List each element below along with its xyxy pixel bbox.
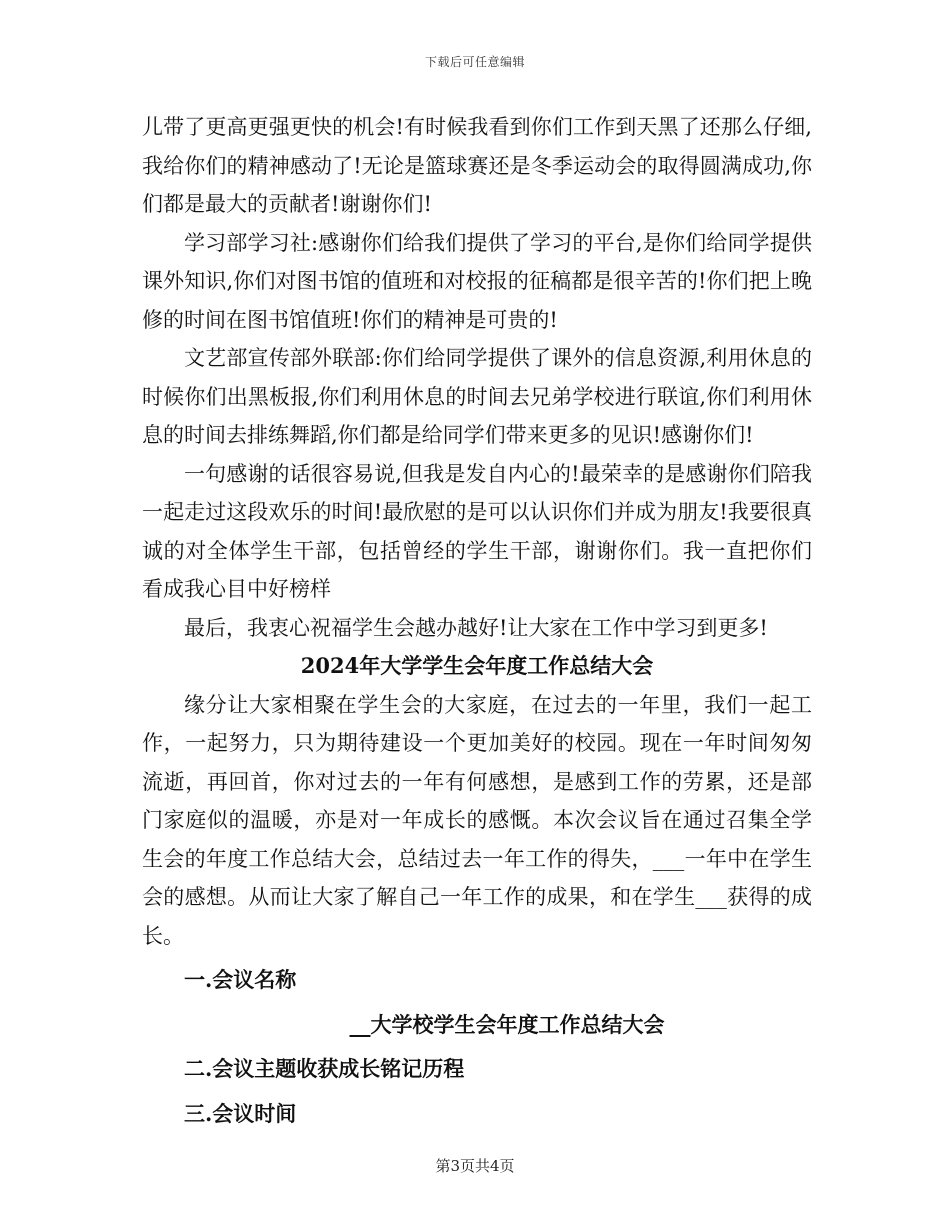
page-header: 下载后可任意编辑 — [424, 55, 525, 69]
heading-meeting-theme: 二.会议主题收获成长铭记历程 — [184, 1056, 465, 1081]
paragraph-gratitude: 一句感谢的话很容易说,但我是发自内心的!最荣幸的是感谢你们陪我一起走过这段欢乐的时间!最欣慰的是可以认识你们并成为朋友!我要很真诚的对全体学生干部，包括曾经的学生干部，谢谢你们。我一直把你们看成我心目中好榜样 — [142, 461, 812, 601]
paragraph-arts-department: 文艺部宣传部外联部:你们给同学提供了课外的信息资源,利用休息的时候你们出黑板报,你们利用休息的时间去兄弟学校进行联谊,你们利用休息的时间去排练舞蹈,你们都是给同学们带来更多的见识!感谢你们! — [142, 346, 812, 447]
document-body — [142, 108, 812, 1133]
page-number: 第3页共4页 — [435, 1157, 515, 1175]
section-title: 2024年大学学生会年度工作总结大会 — [300, 653, 654, 678]
meeting-name-value: __大学校学生会年度工作总结大会 — [349, 1011, 665, 1037]
paragraph-basketball-thanks: 儿带了更高更强更快的机会!有时候我看到你们工作到天黑了还那么仔细,我给你们的精神感动了!无论是篮球赛还是冬季运动会的取得圆满成功,你们都是最大的贡献者!谢谢你们! — [142, 115, 812, 216]
paragraph-study-department: 学习部学习社:感谢你们给我们提供了学习的平台,是你们给同学提供课外知识,你们对图书馆的值班和对校报的征稿都是很辛苦的!你们把上晚修的时间在图书馆值班!你们的精神是可贵的! — [142, 230, 812, 332]
paragraph-meeting-intro: 缘分让大家相聚在学生会的大家庭，在过去的一年里，我们一起工作，一起努力，只为期待建设一个更加美好的校园。现在一年时间匆匆流逝，再回首，你对过去的一年有何感想，是感到工作的劳累，还是部门家庭似的温暖，亦是对一年成长的感慨。本次会议旨在通过召集全学生会的年度工作总结大会，总结过去一年工作的得失，___一年中在学生会的感想。从而让大家了解自己一年工作的成果，和在学生___获得的成长。 — [142, 692, 812, 948]
paragraph-closing-wish: 最后，我衷心祝福学生会越办越好!让大家在工作中学习到更多! — [184, 615, 768, 640]
heading-meeting-time: 三.会议时间 — [184, 1100, 297, 1126]
heading-meeting-name: 一.会议名称 — [184, 967, 297, 992]
